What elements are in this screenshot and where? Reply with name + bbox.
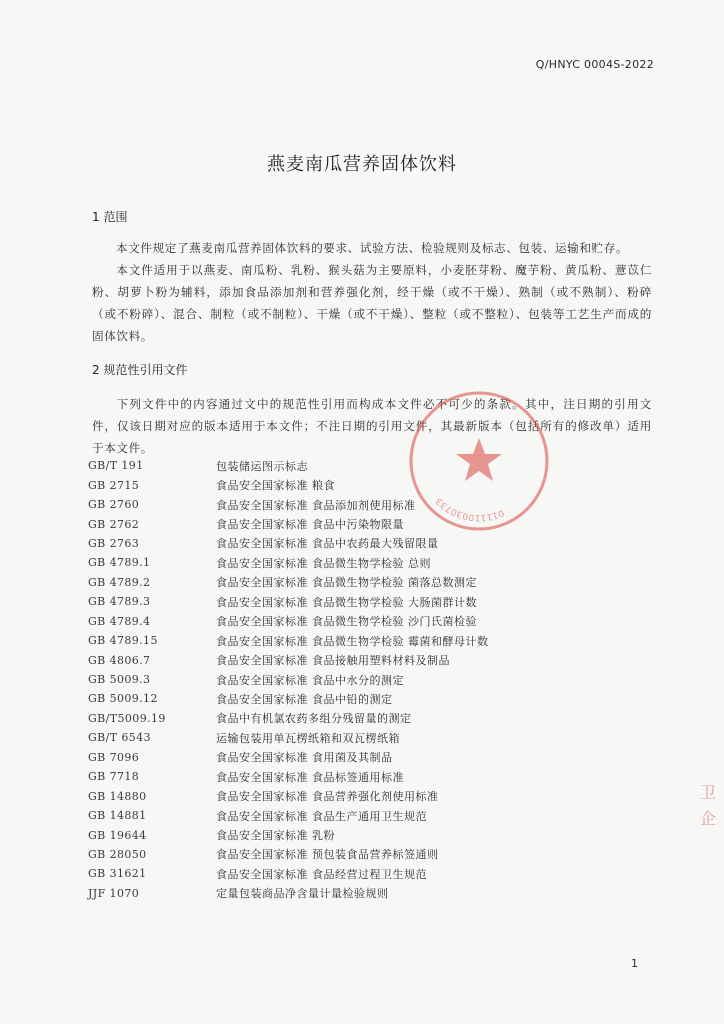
seal-star-icon [456, 438, 502, 481]
document-title: 燕麦南瓜营养固体饮料 [267, 154, 457, 175]
reference-title: 食品安全国家标准 食品生产通用卫生规范 [216, 809, 427, 823]
reference-row [88, 534, 648, 553]
reference-title: 食品安全国家标准 粮食 [216, 479, 335, 493]
reference-title: 食品安全国家标准 食品微生物学检验 沙门氏菌检验 [216, 615, 477, 629]
edge-stamp-glyph-icon: 卫 [700, 783, 717, 802]
reference-row [88, 631, 648, 650]
reference-row [88, 475, 648, 494]
reference-code: GB 14880 [88, 789, 147, 803]
reference-row [88, 786, 648, 805]
page-number: 1 [631, 957, 638, 970]
reference-code: GB 28050 [88, 847, 147, 861]
reference-code: GB 2715 [88, 478, 140, 492]
reference-title: 食品安全国家标准 食品经营过程卫生规范 [216, 867, 427, 881]
reference-row [88, 845, 648, 864]
reference-code: JJF 1070 [88, 886, 140, 900]
references-intro-paragraph: 下列文件中的内容通过文中的规范性引用而构成本文件必不可少的条款。其中，注日期的引用文件，仅该日期对应的版本适用于本文件；不注日期的引用文件，其最新版本（包括所有的修改单）适用于本文件。 [92, 397, 652, 455]
reference-code: GB 4806.7 [88, 653, 151, 667]
reference-code: GB 4789.15 [88, 634, 158, 648]
reference-title: 运输包装用单瓦楞纸箱和双瓦楞纸箱 [216, 731, 400, 745]
reference-code: GB 31621 [88, 867, 147, 881]
section-2-heading: 2 规范性引用文件 [92, 363, 188, 377]
reference-row [88, 592, 648, 611]
reference-row [88, 864, 648, 883]
reference-row [88, 650, 648, 669]
reference-title: 食品安全国家标准 食品中铅的测定 [216, 692, 393, 706]
reference-code: GB 14881 [88, 809, 147, 823]
reference-title: 食品安全国家标准 食品微生物学检验 菌落总数测定 [216, 576, 477, 590]
reference-title: 食品安全国家标准 食品微生物学检验 霉菌和酵母计数 [216, 634, 489, 648]
company-seal [404, 386, 554, 536]
reference-title: 食品安全国家标准 食品标签通用标准 [216, 770, 404, 784]
reference-title: 食品安全国家标准 食用菌及其制品 [216, 751, 393, 765]
reference-code: GB 5009.12 [88, 692, 158, 706]
reference-code: GB/T 6543 [88, 731, 152, 745]
reference-row [88, 573, 648, 592]
reference-code: GB 2762 [88, 517, 140, 531]
reference-title: 包装储运图示标志 [216, 459, 308, 473]
reference-code: GB 7718 [88, 770, 140, 784]
reference-row [88, 514, 648, 533]
edge-stamp-fragment [700, 780, 722, 840]
reference-row [88, 806, 648, 825]
reference-title: 食品安全国家标准 食品中农药最大残留限量 [216, 537, 439, 551]
edge-stamp-glyph-icon-2: 企 [700, 809, 717, 828]
reference-title: 食品安全国家标准 食品微生物学检验 总则 [216, 556, 431, 570]
reference-row [88, 748, 648, 767]
scope-paragraph-1: 本文件规定了燕麦南瓜营养固体饮料的要求、试验方法、检验规则及标志、包装、运输和贮存。 [116, 241, 629, 255]
reference-list [88, 456, 648, 903]
reference-row [88, 670, 648, 689]
reference-title: 食品安全国家标准 食品中水分的测定 [216, 673, 404, 687]
reference-row [88, 825, 648, 844]
section-1-heading: 1 范围 [92, 210, 128, 224]
reference-row [88, 495, 648, 514]
reference-title: 食品安全国家标准 预包装食品营养标签通则 [216, 848, 439, 862]
reference-code: GB/T 191 [88, 459, 144, 473]
reference-title: 食品安全国家标准 食品营养强化剂使用标准 [216, 790, 439, 804]
seal-number: 011110030733 [434, 495, 506, 523]
reference-code: GB 5009.3 [88, 673, 151, 687]
reference-row [88, 709, 648, 728]
reference-row [88, 689, 648, 708]
reference-title: 食品中有机氯农药多组分残留量的测定 [216, 712, 412, 726]
reference-row [88, 456, 648, 475]
reference-code: GB 2760 [88, 498, 140, 512]
reference-title: 食品安全国家标准 食品添加剂使用标准 [216, 498, 416, 512]
reference-title: 食品安全国家标准 食品微生物学检验 大肠菌群计数 [216, 595, 477, 609]
reference-row [88, 612, 648, 631]
reference-row [88, 884, 648, 903]
reference-title: 食品安全国家标准 乳粉 [216, 829, 335, 843]
scope-paragraph-2: 本文件适用于以燕麦、南瓜粉、乳粉、猴头菇为主要原料，小麦胚芽粉、魔芋粉、黄瓜粉、薏苡仁粉、胡萝卜粉为辅料，添加食品添加剂和营养强化剂，经干燥（或不干燥）、熟制（或不熟制）、粉碎（或不粉碎）、混合、制粒（或不制粒）、干燥（或不干燥）、整粒（或不整粒）、包装等工艺生产而成的固体饮料。 [92, 263, 652, 343]
reference-title: 定量包装商品净含量计量检验规则 [216, 887, 389, 901]
reference-title: 食品安全国家标准 食品中污染物限量 [216, 518, 404, 532]
reference-code: GB 4789.2 [88, 575, 151, 589]
reference-code: GB 2763 [88, 536, 140, 550]
reference-title: 食品安全国家标准 食品接触用塑料材料及制品 [216, 654, 450, 668]
reference-code: GB/T5009.19 [88, 711, 166, 725]
reference-code: GB 4789.4 [88, 614, 151, 628]
reference-code: GB 19644 [88, 828, 147, 842]
reference-code: GB 7096 [88, 750, 140, 764]
reference-row [88, 767, 648, 786]
document-code: Q/HNYC 0004S-2022 [535, 58, 654, 71]
reference-code: GB 4789.1 [88, 556, 151, 570]
reference-code: GB 4789.3 [88, 595, 151, 609]
reference-row [88, 728, 648, 747]
reference-row [88, 553, 648, 572]
